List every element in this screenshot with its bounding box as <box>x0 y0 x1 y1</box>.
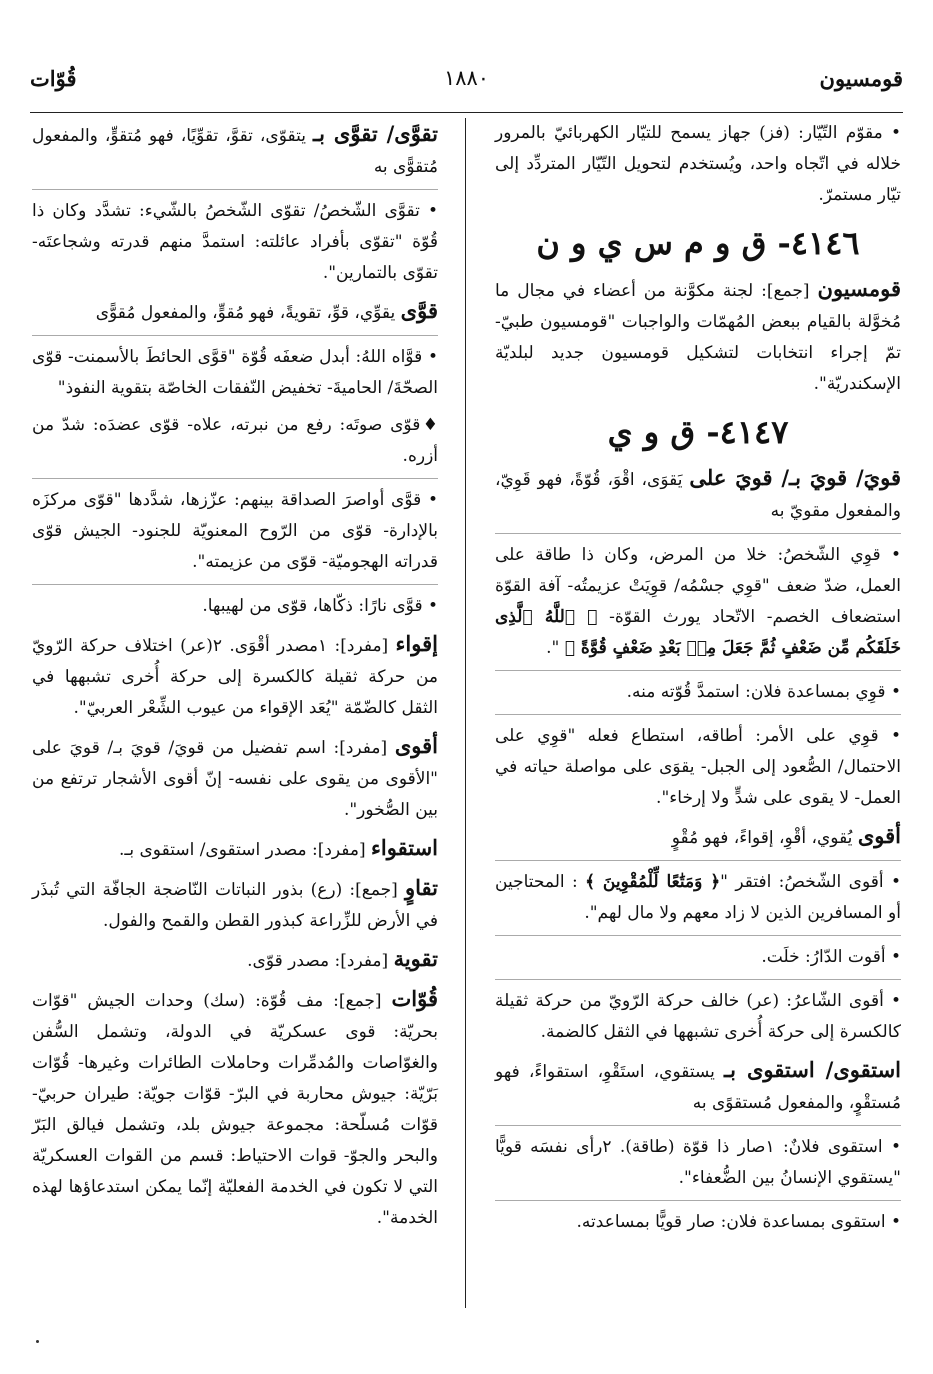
divider <box>495 1200 901 1201</box>
entry-text: • قوِي الشّخصُ: خلا من المرض، وكان ذا طاقة على العمل، ضدّ ضعف "قوِي جسْمُه/ قوِيَتْ عزيمتُه- آفة القوّة استضعاف الخصم- الاتّحاد يورث القوّة- <box>495 545 902 627</box>
left-column <box>32 118 438 1240</box>
right-column <box>495 118 901 1244</box>
entry <box>495 867 901 929</box>
entry-text: : المحتاجين أو المسافرين الذين لا زاد معهم ولا مال لهم". <box>495 872 901 923</box>
entry-text: [جمع]: لجنة مكوَّنة من أعضاء في مجال ما مُخوَّلة بالقيام ببعض المُهمّات والواجبات "قومسيون طبيّ- تمّ إجراء انتخابات لتشكيل قومسيون جديد لبلديّة الإسكندريّة". <box>495 281 901 394</box>
entry-text: • استقوى فلانٌ: ١صار ذا قوّة (طاقة). ٢رأى نفسَه قويًّا "يستقوي الإنسانُ بين الضُّعفاء". <box>495 1137 901 1188</box>
headword: استقواء <box>371 835 438 860</box>
entry-text: • قوَّى نارًا: ذكّاها، قوّى من لهيبها. <box>202 596 438 616</box>
quran-verse: ﴿ ٱللَّهُ ٱلَّذِى خَلَقَكُم مِّن ضَعْفٍ ثُمَّ جَعَلَ مِنۢ بَعْدِ ضَعْفٍ قُوَّةً ﴾ <box>495 607 901 658</box>
entry <box>32 872 438 937</box>
entry-text: [مفرد]: مصدر استقوى/ استقوى بـ. <box>118 840 372 860</box>
divider <box>495 533 901 534</box>
right-guide-word: قومسيون <box>819 66 903 91</box>
headword: استقوى/ استقوى بـ <box>723 1057 902 1082</box>
headword: أقوى <box>394 733 438 758</box>
entry-text: • تقوَّى الشّخصُ/ تقوّى الشّخصُ بالشّيء: تشدَّد وكان ذا قُوّة "تقوّى بأفراد عائلته: استمدَّ منهم قدرته وشجاعتَه- تقوّى بالتمارين". <box>32 201 438 283</box>
entry-text: • قوَّاه اللهُ: أبدل ضعفَه قُوّة "قوَّى الحائطَ بالأسمنت- قوّى الصحّةَ/ الحاميةَ- تخفيض النّفقات الخاصّة بتقوية النفوذ" <box>32 347 438 398</box>
entry-text: يُقوي، أقْوِ، إقواءً، فهو مُقْوٍ <box>671 828 858 848</box>
divider <box>495 714 901 715</box>
entry-text: • أقوى الشّاعرُ: (عر) خالف حركة الرّويّ من حركة ثقيلة كالكسرة إلى حركة أُخرى تشبهها في الثقل كالضمة. <box>495 991 901 1042</box>
entry <box>495 1054 901 1119</box>
divider <box>495 935 901 936</box>
entry <box>32 943 438 977</box>
headword: تقوَّى/ تقوَّى بـ <box>312 121 439 146</box>
entry-text: • أقوت الدّارُ: خلَت. <box>761 947 901 967</box>
entry-text: • قوِي على الأمر: أطاقه، استطاع فعله "قوِي على الاحتمال/ الصُّعود إلى الجبل- يقوَى على مواصلة حياته في العمل- لا يقوى على شدٍّ ولا إرخاء". <box>495 726 901 808</box>
entry <box>32 730 438 826</box>
headword: تقوية <box>393 946 438 971</box>
divider <box>495 979 901 980</box>
page-number: ١٨٨٠ <box>443 66 490 90</box>
scan-speck <box>36 1340 39 1343</box>
entry <box>32 118 438 183</box>
divider <box>32 584 438 585</box>
headword: قُوّات <box>391 986 438 1011</box>
page-header <box>30 62 903 102</box>
headword: قوَّى <box>400 298 438 323</box>
entry-text: • مقوّم التّيّار: (فز) جهاز يسمح للتيّار الكهربائيّ بالمرور خلاله في اتّجاه واحد، ويُستخدم لتحويل التّيّار المتردِّد إلى تيّار مستمرّ. <box>495 123 901 205</box>
entry <box>495 540 901 664</box>
entry-text: • استقوى بمساعدة فلان: صار قويًّا بمساعدته. <box>576 1212 901 1232</box>
column-divider <box>465 118 466 1308</box>
entry <box>495 462 901 527</box>
entry-text: [جمع]: (رع) بذور النباتات النّاضجة الجافّة التي تُبذَر في الأرض للزِّراعة كبذور القطن والقمح والفول. <box>32 880 438 931</box>
headword: تقاوٍ <box>404 875 438 900</box>
divider <box>495 670 901 671</box>
entry <box>495 820 901 854</box>
quran-verse: ﴿ وَمَتَٰعًا لِّلْمُقْوِينَ ﴾ <box>585 872 721 892</box>
entry-text: • قوَّى أواصرَ الصداقة بينهم: عزّزها، شدَّدها "قوّى مركزَه بالإدارة- قوّى من الرّوح المعنويّة للجنود- الجيش قوّى قدراته الهجوميّة- قوّى من عزيمته". <box>32 490 438 572</box>
divider <box>32 478 438 479</box>
entry-text: يقوِّي، قوِّ، تقويةً، فهو مُقوٍّ، والمفعول مُقوًّى <box>95 303 401 323</box>
entry-text: ♦قوّى صوتَه: رفع من نبرته، علاه- قوّى عضدَه: شدّ من أزره. <box>32 415 438 466</box>
entry-text: • أقوى الشّخصُ: افتقر " <box>720 872 901 892</box>
divider <box>32 189 438 190</box>
entry-text: [جمع]: مف قُوّة: (سك) وحدات الجيش "قوّات بحريّة: قوى عسكريّة في الدولة، وتشمل السُّفن والغوّاصات والمُدمِّرات وحاملات الطائرات وغيرها- قُوّات بَرّيّة: جيوش محاربة في البرّ- قوّات جويّة: طيران حربيّ- قوّات مُسلّحة: مجموعة جيوش بلد، وتشمل فيالق البَرّ والبحر والجوّ- قوات الاحتياط: قسم من القوات العسكريّة التي لا تكون في الخدمة الفعليّة إنّما يمكن استدعاؤها لهذه الخدمة". <box>32 991 438 1228</box>
divider <box>32 335 438 336</box>
headword: قومسيون <box>817 276 901 301</box>
headword: أقوى <box>857 823 901 848</box>
entry-text: يَقوَى، اقْوَ، قُوّةً، فهو قَوِيّ، والمفعول مقويّ به <box>495 470 901 521</box>
entry-text: يستقوي، استَقْوِ، استقواءً، فهو مُستقْوٍ، والمفعول مُستقوًى به <box>495 1062 901 1113</box>
entry <box>32 832 438 866</box>
entry-text: [مفرد]: اسم تفضيل من قويَ/ قويَ بـ/ قويَ على "الأقوى من يقوى على نفسه- إنّ أقوى الأشجار ترتفع من بين الصُّخور". <box>32 738 438 820</box>
root-heading: ٤١٤٦- ق و م س ي و ن <box>536 224 860 262</box>
entry <box>32 628 438 724</box>
entry <box>32 983 438 1234</box>
entry <box>32 295 438 329</box>
entry <box>495 273 901 400</box>
entry-text: يتقوّى، تقوَّ، تقوِّيًا، فهو مُتقوٍّ، والمفعول مُتقوًّى به <box>32 126 438 177</box>
entry-text: [مفرد]: مصدر قوّى. <box>247 951 394 971</box>
left-guide-word: قُوّات <box>30 66 77 91</box>
entry-text: ". <box>546 638 565 658</box>
root-heading: ٤١٤٧- ق و ي <box>607 413 789 451</box>
header-rule <box>30 112 903 113</box>
divider <box>495 860 901 861</box>
divider <box>495 1125 901 1126</box>
headword: قويَ/ قويَ بـ/ قويَ على <box>689 465 901 490</box>
entry-text: • قوِي بمساعدة فلان: استمدَّ قُوّته منه. <box>626 682 901 702</box>
entry-text: [مفرد]: ١مصدر أقْوَى. ٢(عر) اختلاف حركة الرّويّ من حركة ثقيلة كالكسرة إلى حركة أُخرى تشبهها في الثقل كالضّمّة "يُعَد الإقواء من عيوب الشِّعْر العربيّ". <box>32 636 438 718</box>
headword: إقواء <box>395 631 438 656</box>
